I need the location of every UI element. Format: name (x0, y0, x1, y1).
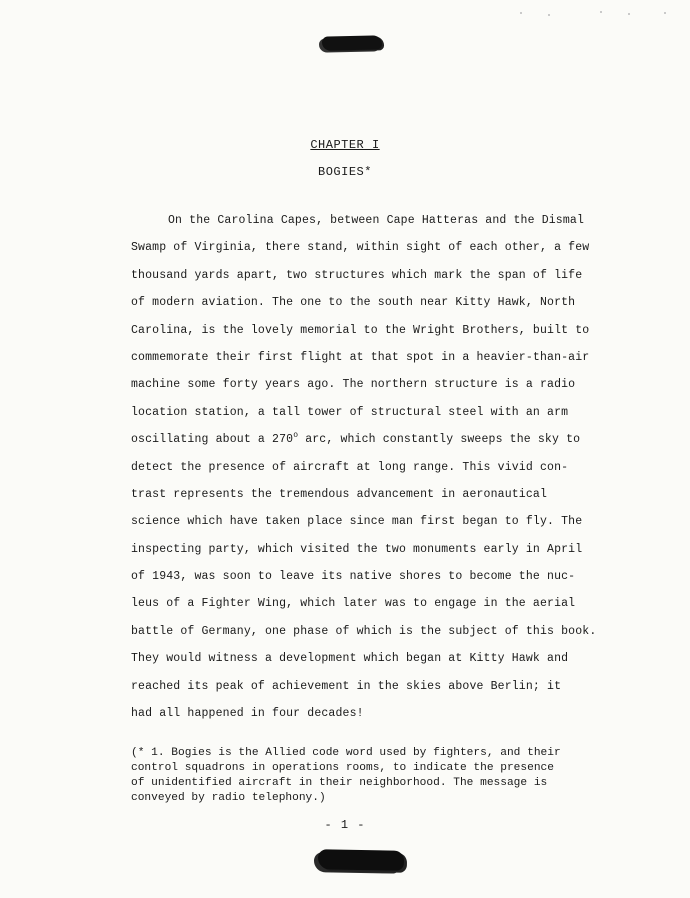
paragraph-text: arc, which constantly sweeps the sky to (298, 433, 581, 447)
paragraph-line: inspecting party, which visited the two monuments early in April (131, 542, 583, 556)
footnote (131, 746, 611, 806)
paragraph-line: leus of a Fighter Wing, which later was to engage in the aerial (131, 597, 576, 611)
paragraph-line (131, 426, 611, 453)
footnote-line: of unidentified aircraft in their neighborhood. The message is (131, 777, 548, 789)
paragraph-line: trast represents the tremendous advancement in aeronautical (131, 487, 548, 501)
scan-speck (664, 12, 666, 14)
paragraph-line: On the Carolina Capes, between Cape Hatteras and the Dismal (168, 214, 585, 227)
degree-superscript: o (293, 431, 299, 441)
paragraph-line: They would witness a development which began at Kitty Hawk and (131, 652, 569, 666)
paragraph-line: location station, a tall tower of structural steel with an arm (131, 405, 569, 419)
scan-speck (548, 14, 550, 16)
redaction-mark-top (322, 35, 382, 50)
chapter-heading: CHAPTER I (310, 138, 380, 152)
redaction-mark-bottom (318, 849, 404, 870)
paragraph-line: thousand yards apart, two structures which mark the span of life (131, 268, 583, 282)
body-paragraph (131, 207, 611, 727)
page-number: - 1 - (324, 818, 366, 832)
paragraph-line: Swamp of Virginia, there stand, within sight of each other, a few (131, 241, 590, 255)
paragraph-line: battle of Germany, one phase of which is the subject of this book. (131, 624, 597, 638)
scan-speck (628, 13, 630, 15)
paragraph-line: detect the presence of aircraft at long range. This vivid con- (131, 460, 569, 474)
paragraph-line: science which have taken place since man first began to fly. The (131, 515, 583, 529)
chapter-title: BOGIES* (318, 165, 372, 179)
paragraph-line: of 1943, was soon to leave its native shores to become the nuc- (131, 570, 576, 584)
footnote-line: (* 1. Bogies is the Allied code word used by fighters, and their (131, 747, 561, 759)
paragraph-line: commemorate their first flight at that spot in a heavier-than-air (131, 350, 590, 364)
footnote-line: control squadrons in operations rooms, to indicate the presence (131, 762, 554, 774)
paragraph-line: had all happened in four decades! (131, 707, 364, 721)
footnote-line: conveyed by radio telephony.) (131, 792, 326, 804)
paragraph-text: oscillating about a 270 (131, 433, 294, 447)
paragraph-line: machine some forty years ago. The northern structure is a radio (131, 378, 576, 392)
paragraph-line: Carolina, is the lovely memorial to the Wright Brothers, built to (131, 323, 590, 337)
scan-speck (600, 11, 602, 13)
scan-speck (520, 12, 522, 14)
paragraph-line: reached its peak of achievement in the skies above Berlin; it (131, 679, 562, 693)
paragraph-line: of modern aviation. The one to the south near Kitty Hawk, North (131, 296, 576, 310)
